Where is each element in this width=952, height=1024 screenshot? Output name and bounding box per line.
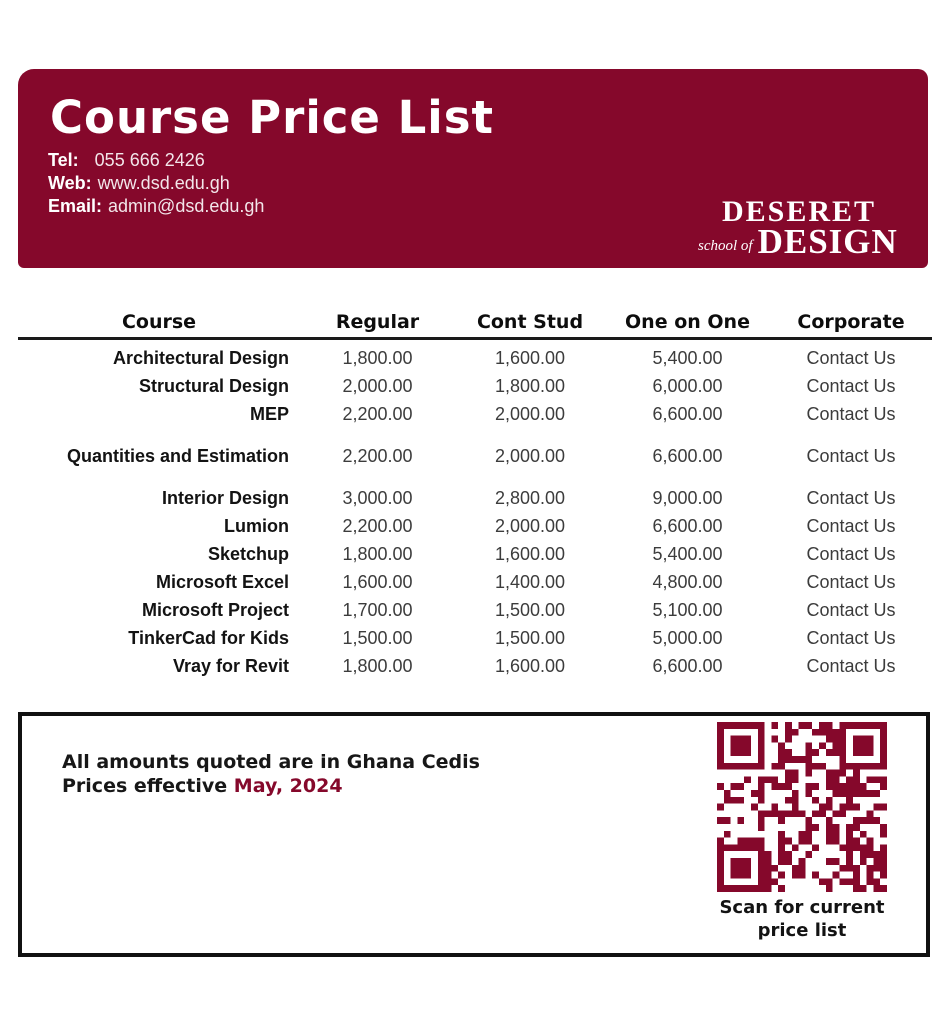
regular-price: 1,800.00	[342, 543, 413, 564]
one-on-one-price: 6,600.00	[652, 515, 723, 536]
column-header-corporate: Corporate	[797, 310, 905, 333]
corporate-price: Contact Us	[806, 445, 896, 466]
regular-price: 2,000.00	[342, 375, 413, 396]
regular-price: 2,200.00	[342, 515, 413, 536]
cont-stud-price: 1,500.00	[494, 627, 566, 648]
logo-script-text: school of	[698, 237, 753, 254]
one-on-one-price: 6,600.00	[652, 445, 723, 466]
cont-stud-price: 1,600.00	[494, 655, 566, 676]
regular-price: 3,000.00	[342, 487, 413, 508]
cont-stud-price: 1,800.00	[494, 375, 566, 396]
course-name: Sketchup	[207, 543, 289, 564]
column-header-course: Course	[121, 310, 197, 333]
one-on-one-price: 5,400.00	[652, 347, 723, 368]
corporate-price: Contact Us	[806, 515, 896, 536]
regular-price: 1,600.00	[342, 571, 413, 592]
qr-caption-line1: Scan for current	[719, 897, 885, 918]
course-name: Microsoft Excel	[155, 571, 289, 592]
one-on-one-price: 5,100.00	[652, 599, 723, 620]
one-on-one-price: 5,400.00	[652, 543, 723, 564]
table-row	[18, 442, 932, 470]
table-row	[18, 596, 932, 624]
cont-stud-price: 1,600.00	[494, 347, 566, 368]
table-row	[18, 568, 932, 596]
one-on-one-price: 6,600.00	[652, 403, 723, 424]
one-on-one-price: 4,800.00	[652, 571, 723, 592]
table-row	[18, 540, 932, 568]
cont-stud-price: 2,000.00	[494, 445, 566, 466]
effective-date-note	[62, 774, 480, 798]
contact-email	[48, 195, 264, 218]
price-table	[18, 306, 932, 680]
cont-stud-price: 1,600.00	[494, 543, 566, 564]
logo-wordmark-top: DESERET	[722, 195, 877, 228]
tel-value: 055 666 2426	[94, 150, 205, 170]
table-row	[18, 484, 932, 512]
regular-price: 1,800.00	[342, 655, 413, 676]
web-value: www.dsd.edu.gh	[97, 173, 230, 193]
header-banner	[18, 69, 928, 268]
page-title: Course Price List	[50, 91, 494, 144]
contact-tel	[48, 149, 264, 172]
cont-stud-price: 1,500.00	[494, 599, 566, 620]
table-row	[18, 624, 932, 652]
course-name: Structural Design	[138, 375, 289, 396]
email-label: Email:	[48, 196, 103, 216]
table-row	[18, 400, 932, 428]
course-name: Vray for Revit	[172, 655, 289, 676]
effective-date-prefix: Prices effective	[62, 775, 234, 797]
one-on-one-price: 6,000.00	[652, 375, 723, 396]
footer-note-box	[18, 712, 930, 957]
qr-code-icon	[717, 722, 887, 892]
column-header-one-on-one: One on One	[625, 310, 750, 333]
email-value: admin@dsd.edu.gh	[108, 196, 265, 216]
currency-note: All amounts quoted are in Ghana Cedis	[62, 751, 480, 773]
one-on-one-price: 9,000.00	[652, 487, 723, 508]
logo-design-text: DESIGN	[757, 222, 898, 261]
corporate-price: Contact Us	[806, 571, 896, 592]
tel-label: Tel:	[48, 150, 79, 170]
table-row	[18, 372, 932, 400]
course-name: Microsoft Project	[141, 599, 289, 620]
course-name: Lumion	[224, 515, 289, 536]
corporate-price: Contact Us	[806, 487, 896, 508]
one-on-one-price: 5,000.00	[652, 627, 723, 648]
corporate-price: Contact Us	[806, 375, 896, 396]
qr-caption-line2: price list	[757, 920, 847, 941]
corporate-price: Contact Us	[806, 599, 896, 620]
corporate-price: Contact Us	[806, 655, 896, 676]
cont-stud-price: 2,000.00	[494, 403, 566, 424]
regular-price: 2,200.00	[342, 403, 413, 424]
regular-price: 2,200.00	[342, 445, 413, 466]
logo-wordmark-bottom	[678, 223, 918, 261]
table-row	[18, 652, 932, 680]
corporate-price: Contact Us	[806, 403, 896, 424]
effective-date-value: May, 2024	[233, 775, 343, 797]
corporate-price: Contact Us	[806, 543, 896, 564]
cont-stud-price: 2,000.00	[494, 515, 566, 536]
cont-stud-price: 2,800.00	[494, 487, 566, 508]
corporate-price: Contact Us	[806, 627, 896, 648]
corporate-price: Contact Us	[806, 347, 896, 368]
column-header-cont-stud: Cont Stud	[476, 310, 584, 333]
footer-notes	[62, 750, 480, 798]
course-name: Quantities and Estimation	[66, 445, 289, 466]
contact-block	[48, 149, 264, 218]
one-on-one-price: 6,600.00	[652, 655, 723, 676]
contact-web	[48, 172, 264, 195]
course-name: MEP	[249, 403, 289, 424]
deseret-design-logo	[678, 197, 918, 261]
table-row	[18, 512, 932, 540]
course-name: TinkerCad for Kids	[128, 627, 289, 648]
course-name: Architectural Design	[112, 347, 289, 368]
qr-caption	[678, 896, 926, 942]
regular-price: 1,800.00	[342, 347, 413, 368]
column-header-regular: Regular	[335, 310, 420, 333]
regular-price: 1,500.00	[342, 627, 413, 648]
qr-block	[678, 722, 926, 942]
table-header-row	[18, 306, 932, 340]
course-name: Interior Design	[161, 487, 289, 508]
table-row	[18, 344, 932, 372]
cont-stud-price: 1,400.00	[494, 571, 566, 592]
regular-price: 1,700.00	[342, 599, 413, 620]
web-label: Web:	[48, 173, 92, 193]
